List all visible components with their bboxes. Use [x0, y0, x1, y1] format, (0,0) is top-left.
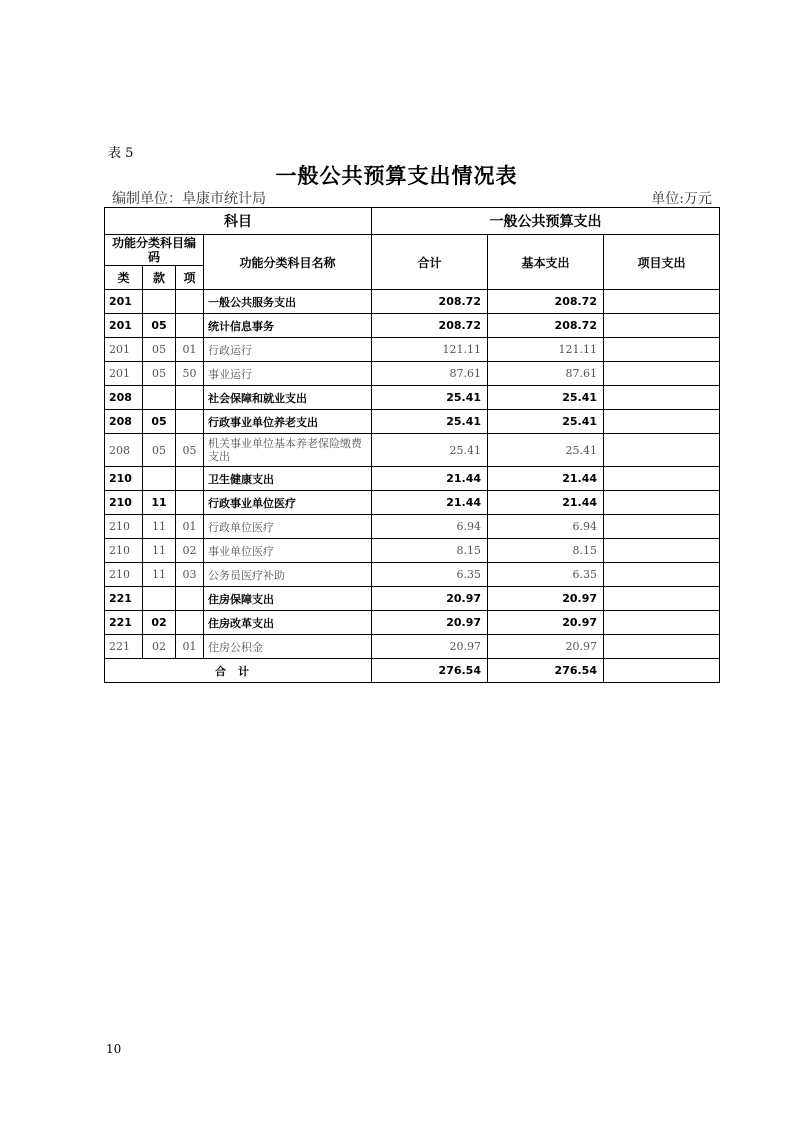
table-cell	[604, 290, 720, 314]
table-cell: 20.97	[372, 635, 488, 659]
table-row	[105, 290, 720, 314]
table-cell: 11	[143, 515, 176, 539]
table-cell: 机关事业单位基本养老保险缴费支出	[204, 434, 372, 467]
budget-table	[104, 207, 720, 683]
sum-basic: 276.54	[488, 659, 604, 683]
table-cell	[604, 587, 720, 611]
table-row	[105, 635, 720, 659]
table-cell: 25.41	[488, 434, 604, 467]
table-cell: 21.44	[372, 491, 488, 515]
table-cell: 02	[143, 611, 176, 635]
table-cell	[176, 587, 204, 611]
table-row	[105, 563, 720, 587]
xiang-header: 项	[176, 266, 204, 290]
table-cell	[604, 410, 720, 434]
table-cell	[604, 635, 720, 659]
table-cell: 208	[105, 386, 143, 410]
table-cell: 行政运行	[204, 338, 372, 362]
table-cell: 住房保障支出	[204, 587, 372, 611]
table-row	[105, 410, 720, 434]
table-row	[105, 515, 720, 539]
table-row	[105, 467, 720, 491]
table-cell: 20.97	[372, 611, 488, 635]
kuan-header: 款	[143, 266, 176, 290]
table-cell: 221	[105, 635, 143, 659]
table-cell: 05	[143, 338, 176, 362]
table-cell: 一般公共服务支出	[204, 290, 372, 314]
table-cell: 8.15	[372, 539, 488, 563]
table-row	[105, 539, 720, 563]
table-cell	[604, 611, 720, 635]
table-cell: 210	[105, 515, 143, 539]
table-cell	[604, 563, 720, 587]
table-cell: 201	[105, 362, 143, 386]
table-cell: 02	[143, 635, 176, 659]
unit-label: 单位:万元	[651, 191, 712, 207]
table-cell: 121.11	[488, 338, 604, 362]
table-cell	[143, 386, 176, 410]
table-row	[105, 587, 720, 611]
table-cell: 05	[143, 434, 176, 467]
table-cell	[604, 362, 720, 386]
page-title: 一般公共预算支出情况表	[275, 163, 518, 188]
table-cell: 05	[176, 434, 204, 467]
table-cell: 121.11	[372, 338, 488, 362]
table-cell: 公务员医疗补助	[204, 563, 372, 587]
table-cell: 208.72	[488, 314, 604, 338]
table-cell: 201	[105, 338, 143, 362]
code-group-header: 功能分类科目编码	[105, 235, 204, 266]
basic-header: 基本支出	[488, 235, 604, 290]
table-row	[105, 491, 720, 515]
table-cell	[604, 314, 720, 338]
table-cell: 03	[176, 563, 204, 587]
table-cell: 21.44	[488, 491, 604, 515]
table-cell	[604, 386, 720, 410]
budget-header: 一般公共预算支出	[372, 208, 720, 235]
table-cell: 11	[143, 491, 176, 515]
table-cell: 208.72	[488, 290, 604, 314]
table-row	[105, 434, 720, 467]
table-cell: 8.15	[488, 539, 604, 563]
sum-label: 合计	[105, 659, 372, 683]
table-cell: 05	[143, 362, 176, 386]
sum-project	[604, 659, 720, 683]
table-row	[105, 338, 720, 362]
table-cell: 20.97	[488, 587, 604, 611]
project-header: 项目支出	[604, 235, 720, 290]
table-cell	[176, 491, 204, 515]
table-row	[105, 386, 720, 410]
table-cell: 221	[105, 611, 143, 635]
table-cell	[143, 290, 176, 314]
table-cell: 208	[105, 434, 143, 467]
page-number: 10	[106, 1042, 122, 1056]
table-cell: 住房公积金	[204, 635, 372, 659]
table-cell: 事业运行	[204, 362, 372, 386]
table-cell	[604, 491, 720, 515]
table-cell	[176, 314, 204, 338]
table-cell: 25.41	[372, 386, 488, 410]
table-cell: 统计信息事务	[204, 314, 372, 338]
table-cell: 行政事业单位养老支出	[204, 410, 372, 434]
table-cell: 行政事业单位医疗	[204, 491, 372, 515]
table-cell: 11	[143, 539, 176, 563]
table-cell	[143, 467, 176, 491]
table-cell: 87.61	[488, 362, 604, 386]
sum-row	[105, 659, 720, 683]
table-cell: 01	[176, 338, 204, 362]
total-header: 合计	[372, 235, 488, 290]
table-cell: 210	[105, 563, 143, 587]
table-cell: 50	[176, 362, 204, 386]
table-cell: 6.94	[488, 515, 604, 539]
table-cell: 208	[105, 410, 143, 434]
table-row	[105, 362, 720, 386]
table-cell	[604, 467, 720, 491]
compiler-label: 编制单位：阜康市统计局	[112, 191, 266, 207]
table-row	[105, 314, 720, 338]
table-cell: 05	[143, 314, 176, 338]
sum-total: 276.54	[372, 659, 488, 683]
table-cell	[176, 410, 204, 434]
table-cell: 25.41	[372, 434, 488, 467]
table-cell: 210	[105, 467, 143, 491]
table-cell: 201	[105, 290, 143, 314]
unit-row	[112, 188, 712, 208]
table-cell: 事业单位医疗	[204, 539, 372, 563]
table-cell: 11	[143, 563, 176, 587]
table-cell: 25.41	[372, 410, 488, 434]
table-cell: 01	[176, 635, 204, 659]
table-cell: 6.35	[488, 563, 604, 587]
subject-header: 科目	[105, 208, 372, 235]
table-cell: 卫生健康支出	[204, 467, 372, 491]
table-cell: 21.44	[488, 467, 604, 491]
table-cell: 02	[176, 539, 204, 563]
table-cell	[176, 386, 204, 410]
table-cell: 20.97	[372, 587, 488, 611]
table-cell: 20.97	[488, 611, 604, 635]
table-cell: 87.61	[372, 362, 488, 386]
table-cell: 01	[176, 515, 204, 539]
table-cell: 6.94	[372, 515, 488, 539]
table-cell: 住房改革支出	[204, 611, 372, 635]
table-cell: 210	[105, 539, 143, 563]
name-header: 功能分类科目名称	[204, 235, 372, 290]
table-cell: 208.72	[372, 290, 488, 314]
table-cell: 208.72	[372, 314, 488, 338]
table-cell: 210	[105, 491, 143, 515]
table-cell: 25.41	[488, 386, 604, 410]
table-cell: 05	[143, 410, 176, 434]
table-cell	[176, 290, 204, 314]
table-cell	[176, 467, 204, 491]
table-cell	[604, 539, 720, 563]
table-row	[105, 611, 720, 635]
table-cell	[604, 338, 720, 362]
table-cell: 6.35	[372, 563, 488, 587]
table-cell: 201	[105, 314, 143, 338]
table-cell: 21.44	[372, 467, 488, 491]
table-cell: 行政单位医疗	[204, 515, 372, 539]
table-cell	[143, 587, 176, 611]
lei-header: 类	[105, 266, 143, 290]
table-cell: 221	[105, 587, 143, 611]
table-cell: 20.97	[488, 635, 604, 659]
table-cell: 25.41	[488, 410, 604, 434]
table-cell	[604, 515, 720, 539]
table-cell	[604, 434, 720, 467]
table-cell	[176, 611, 204, 635]
table-label: 表 5	[108, 146, 134, 161]
table-cell: 社会保障和就业支出	[204, 386, 372, 410]
